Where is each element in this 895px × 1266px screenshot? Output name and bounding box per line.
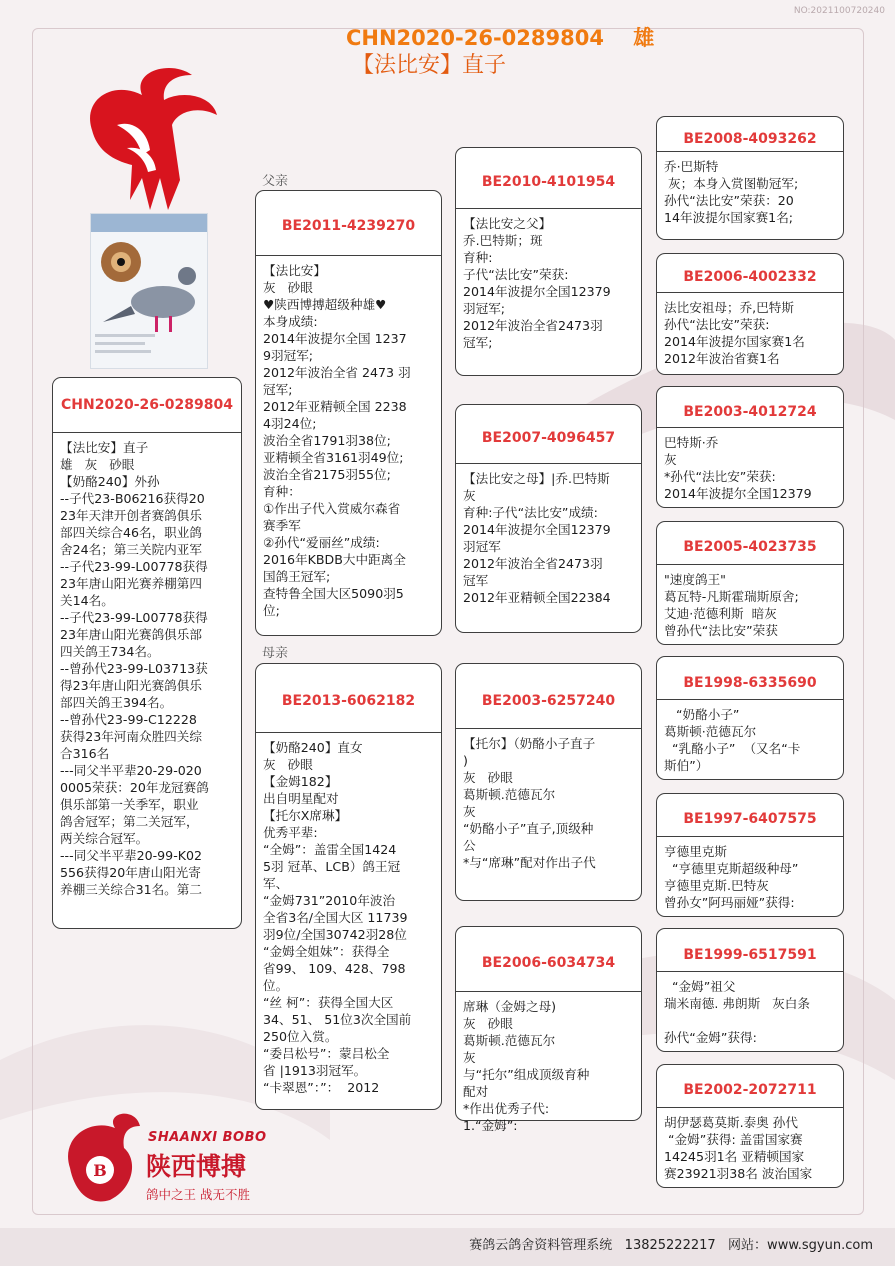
dam-father-ring: BE2003-6257240: [481, 693, 616, 709]
dam-details: 【奶酪240】直女 灰 砂眼 【金姆182】 出自明星配对 【托尔X席琳】 优秀平辈: “全姆”：盖雷全国1424 5羽 冠革、LCB）鸽王冠 军、 “金姆731”2010年波治 全省3名/全国大区 11739 羽9位/全国30742羽28位 “金姆全姐妹”：获得全 省99、 109、428、798 位。 “丝 柯”：获得全国大区 34、51、 51位3次全国前 250位入赏。 “委吕松号”：蒙吕松全 省 |1913羽冠军。 “卡翠恩”：”： 2012: [263, 740, 412, 1095]
ggp-ring-2: BE2006-4002332: [683, 269, 817, 285]
sire-father-details: 【法比安之父】 乔.巴特斯；斑 育种: 子代“法比安”荣获: 2014年波提尔全国12379 羽冠军; 2012年波治全省2473羽 冠军;: [463, 216, 611, 350]
sire-mother-details: 【法比安之母】|乔.巴特斯 灰 育种:子代“法比安”成绩: 2014年波提尔全国12379 羽冠军 2012年波治全省2473羽 冠军 2012年亚精顿全国22384: [463, 471, 611, 605]
sire-card[interactable]: [255, 190, 442, 636]
dam-mother-ring: BE2006-6034734: [481, 955, 616, 971]
ggp-ring-3: BE2003-4012724: [683, 404, 817, 420]
pedigree-title-name: 【法比安】直子: [352, 53, 507, 78]
ggp-card-7[interactable]: [656, 928, 844, 1052]
ggp-ring-5: BE1998-6335690: [683, 675, 817, 691]
ggp-details-2: 法比安祖母；乔,巴特斯 孙代“法比安”荣获: 2014年波提尔国家赛1名 2012年波治省赛1名: [664, 300, 805, 366]
pigeon-photo: [90, 213, 208, 369]
sire-father-ring: BE2010-4101954: [481, 174, 616, 190]
dam-mother-details: 席琳（金姆之母) 灰 砂眼 葛斯顿.范德瓦尔 灰 与“托尔”组成顶级育种 配对 *作出优秀子代: 1.“金姆”:: [463, 999, 590, 1133]
ggp-ring-6: BE1997-6407575: [683, 811, 817, 827]
ggp-card-2[interactable]: [656, 253, 844, 375]
sire-mother-card[interactable]: [455, 404, 642, 633]
sire-father-card[interactable]: [455, 147, 642, 376]
ggp-card-5[interactable]: [656, 656, 844, 780]
dam-ring: BE2013-6062182: [281, 693, 416, 709]
father-label: 父亲: [262, 174, 289, 189]
brand-logo-icon: [60, 1108, 146, 1206]
sire-details: 【法比安】 灰 砂眼 ♥陕西博搏超级种雄♥ 本身成绩: 2014年波提尔全国 1237 9羽冠军; 2012年波治全省 2473 羽 冠军; 2012年亚精顿全国 2238 4羽24位; 波治全省1791羽38位; 亚精顿全省3161羽49位; 波治全省2175羽55位; 育种： ①作出子代入赏威尔森省 赛季军 ②孙代“爱丽丝”成绩: 2016年KBDB大中距离全 国鸽王冠军; 查特鲁全国大区5090羽5 位;: [263, 263, 411, 618]
ggp-ring-1: BE2008-4093262: [683, 131, 817, 147]
subject-card[interactable]: [52, 377, 242, 929]
ggp-details-3: 巴特斯·乔 灰 *孙代“法比安”荣获: 2014年波提尔全国12379: [664, 435, 812, 501]
svg-text:B: B: [93, 1161, 107, 1180]
ggp-card-8[interactable]: [656, 1064, 844, 1188]
ggp-ring-8: BE2002-2072711: [683, 1082, 817, 1098]
dam-father-card[interactable]: [455, 663, 642, 901]
ggp-details-1: 乔·巴斯特 灰；本身入赏图勒冠军; 孙代“法比安”荣获：20 14年波提尔国家赛1名;: [664, 159, 799, 225]
subject-ring: CHN2020-26-0289804: [61, 397, 233, 413]
brand-english-name: SHAANXI BOBO: [148, 1130, 267, 1145]
brand-slogan: 鸽中之王 战无不胜: [146, 1187, 250, 1202]
dam-father-details: 【托尔】（奶酪小子直子 ) 灰 砂眼 葛斯顿.范德瓦尔 灰 “奶酪小子”直子,顶级种 公 *与“席琳”配对作出子代: [463, 736, 596, 870]
ggp-card-1[interactable]: [656, 116, 844, 240]
ggp-details-5: “奶酪小子” 葛斯顿·范德瓦尔 “乳酪小子” （又名“卡 斯伯”）: [664, 707, 801, 773]
phoenix-logo-icon: [72, 60, 222, 220]
dam-card[interactable]: [255, 663, 442, 1110]
ggp-details-7: “金姆”祖父 瑞米南德. 弗朗斯 灰白条 孙代“金姆”获得:: [664, 979, 810, 1045]
sire-ring: BE2011-4239270: [281, 218, 416, 234]
ggp-details-4: "速度鸽王" 葛瓦特-凡斯霍瑞斯原舍; 艾迪·范德利斯 暗灰 曾孙代“法比安”荣获: [664, 572, 799, 638]
brand-chinese-name: 陕西博搏: [146, 1152, 247, 1181]
sire-mother-ring: BE2007-4096457: [481, 430, 616, 446]
subject-details: 【法比安】直子 雄 灰 砂眼 【奶酪240】外孙 --子代23-B06216获得20 23年天津开创者赛鸽俱乐 部四关综合46名，职业鸽 舍24名；第三关院内亚军 --子代23-99-L00778获得 23年唐山阳光赛养棚第四 关14名。 --子代23-99-L00778获得 23年唐山阳光赛鸽俱乐部 四关鸽王734名。 --曾孙代23-99-L03713获 得23年唐山阳光赛鸽俱乐 部四关鸽王394名。 --曾孙代23-99-C12228 获得23年河南众胜四关综 合316名 ---同父半平辈20-29-020 0005荣获：20年龙冠赛鸽 俱乐部第一关季军，职业 鸽舍冠军；第二关冠军， 两关综合冠军。 ---同父半平辈20-99-K02 556获得20年唐山阳光寄 养棚三关综合31名。第二: [60, 440, 209, 897]
ggp-card-4[interactable]: [656, 521, 844, 645]
ggp-ring-7: BE1999-6517591: [683, 947, 817, 963]
dam-mother-card[interactable]: [455, 926, 642, 1133]
ggp-details-6: 亨德里克斯 “亨德里克斯超级种母” 亨德里克斯.巴特灰 曾孙女”阿玛丽娅”获得:: [664, 844, 799, 910]
ggp-card-3[interactable]: [656, 386, 844, 508]
document-number: NO:2021100720240: [793, 6, 885, 16]
pedigree-title-ring: CHN2020-26-0289804 雄: [346, 26, 655, 50]
ggp-card-6[interactable]: [656, 793, 844, 917]
footer-contact: 赛鸽云鸽舍资料管理系统 13825222217 网站：www.sgyun.com: [469, 1238, 873, 1253]
ggp-details-8: 胡伊瑟葛莫斯.泰奥 孙代 “金姆”获得: 盖雷国家赛 14245羽1名 亚精顿国家 赛23921羽38名 波治国家: [664, 1115, 813, 1181]
ggp-ring-4: BE2005-4023735: [683, 539, 817, 555]
mother-label: 母亲: [262, 646, 289, 661]
